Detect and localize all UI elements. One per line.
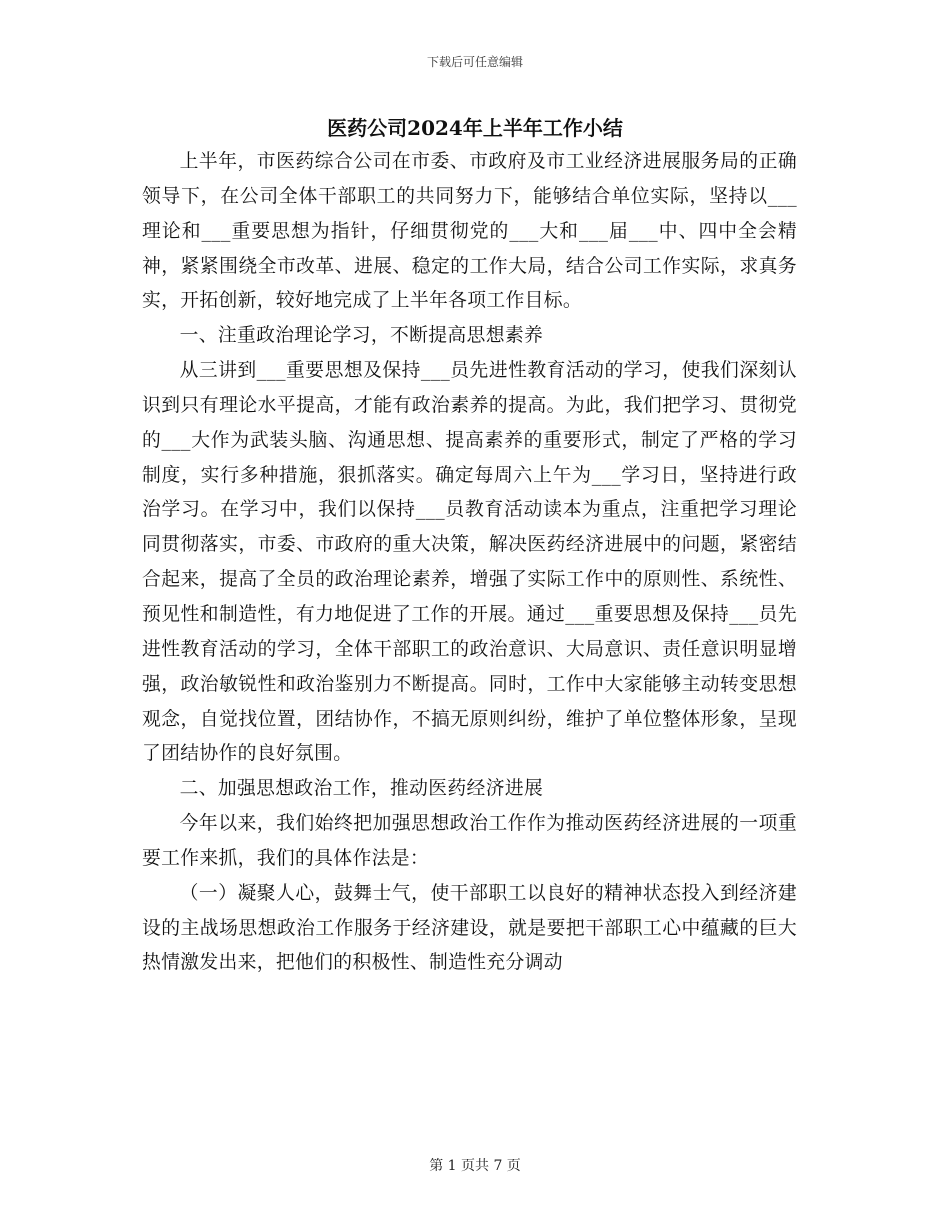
- body-paragraph-subsection-1: （一）凝聚人心，鼓舞士气，使干部职工以良好的精神状态投入到经济建设的主战场思想政治工作服务于经济建设，就是要把干部职工心中蕴藏的巨大热情激发出来，把他们的积极性、制造性充分调动: [142, 882, 797, 974]
- document-title: 医药公司2024年上半年工作小结: [327, 116, 623, 140]
- document-body: [142, 145, 797, 981]
- page-number: 第 1 页共 7 页: [429, 1158, 521, 1174]
- page-header-note: 下载后可任意编辑: [426, 55, 523, 69]
- body-paragraph-political-work: 今年以来，我们始终把加强思想政治工作作为推动医药经济进展的一项重要工作来抓，我们的具体作法是：: [142, 813, 797, 869]
- section-heading-1: 一、注重政治理论学习，不断提高思想素养: [179, 325, 544, 347]
- section-heading-2: 二、加强思想政治工作，推动医药经济进展: [179, 778, 544, 800]
- body-paragraph-theory-study: 从三讲到___重要思想及保持___员先进性教育活动的学习，使我们深刻认识到只有理论水平提高，才能有政治素养的提高。为此，我们把学习、贯彻党的___大作为武装头脑、沟通思想、提高素养的重要形式，制定了严格的学习制度，实行多种措施，狠抓落实。确定每周六上午为___学习日，坚持进行政治学习。在学习中，我们以保持___员教育活动读本为重点，注重把学习理论同贯彻落实，市委、市政府的重大决策，解决医药经济进展中的问题，紧密结合起来，提高了全员的政治理论素养，增强了实际工作中的原则性、系统性、预见性和制造性，有力地促进了工作的开展。通过___重要思想及保持___员先进性教育活动的学习，全体干部职工的政治意识、大局意识、责任意识明显增强，政治敏锐性和政治鉴别力不断提高。同时，工作中大家能够主动转变思想观念，自觉找位置，团结协作，不搞无原则纠纷，维护了单位整体形象，呈现了团结协作的良好氛围。: [142, 360, 797, 765]
- body-paragraph-intro: 上半年，市医药综合公司在市委、市政府及市工业经济进展服务局的正确领导下，在公司全体干部职工的共同努力下，能够结合单位实际，坚持以___理论和___重要思想为指针，仔细贯彻党的___大和___届___中、四中全会精神，紧紧围绕全市改革、进展、稳定的工作大局，结合公司工作实际，求真务实，开拓创新，较好地完成了上半年各项工作目标。: [142, 151, 797, 312]
